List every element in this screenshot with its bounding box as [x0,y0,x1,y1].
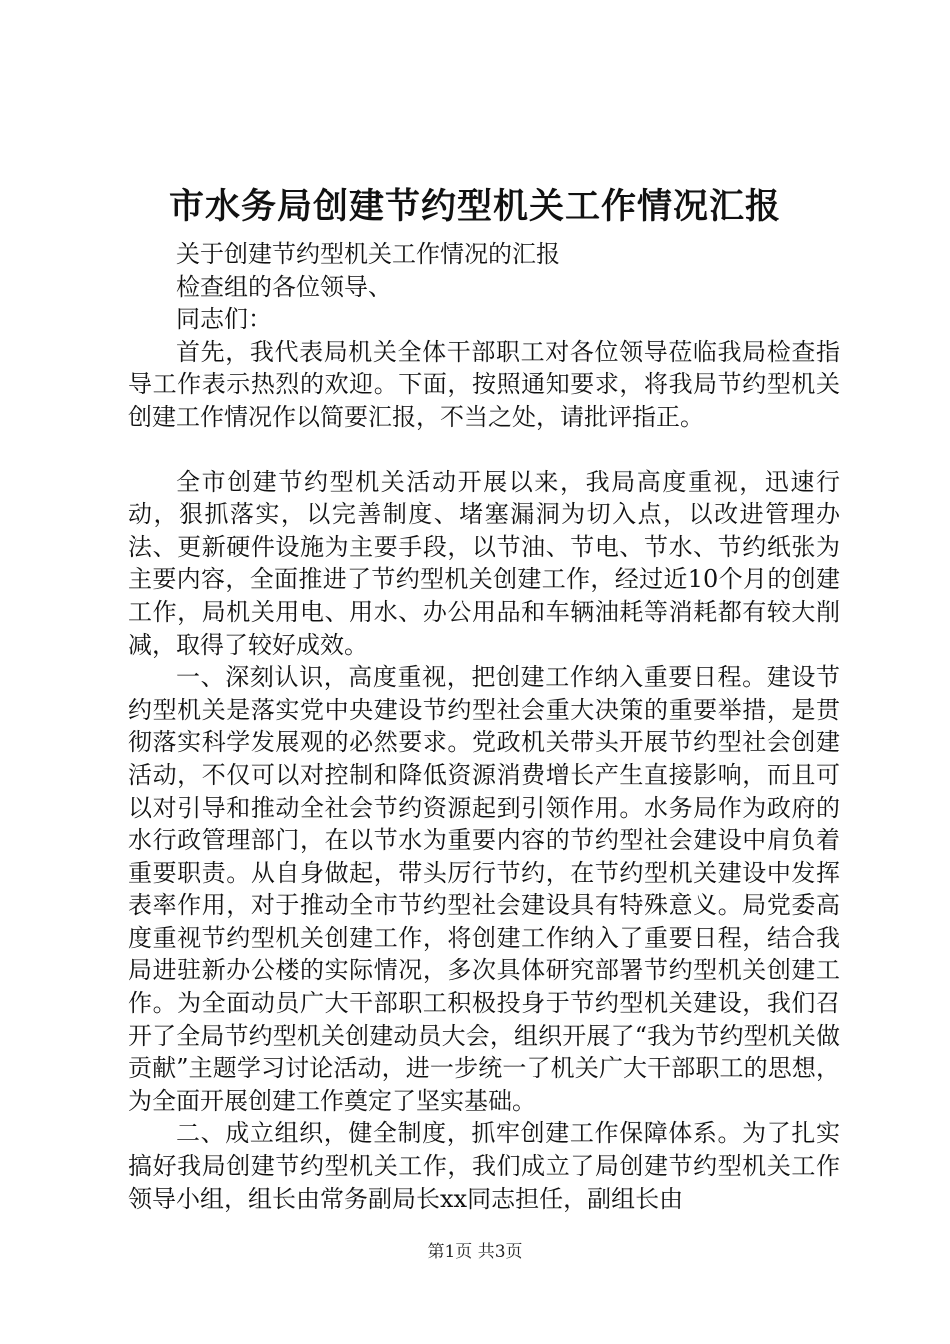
paragraph-intro: 首先，我代表局机关全体干部职工对各位领导莅临我局检查指导工作表示热烈的欢迎。下面，按照通知要求，将我局节约型机关创建工作情况作以简要汇报，不当之处，请批评指正。 [128,337,840,431]
paragraph-salutation-1: 检查组的各位领导、 [176,272,392,301]
page-number-footer: 第1页 共3页 [427,1242,523,1262]
document-title: 市水务局创建节约型机关工作情况汇报 [168,186,781,227]
paragraph-subtitle: 关于创建节约型机关工作情况的汇报 [176,240,560,268]
paragraph-section-1: 一、深刻认识，高度重视，把创建工作纳入重要日程。建设节约型机关是落实党中央建设节约型社会重大决策的重要举措，是贯彻落实科学发展观的必然要求。党政机关带头开展节约型社会创建活动，不仅可以对控制和降低资源消费增长产生直接影响，而且可以对引导和推动全社会节约资源起到引领作用。水务局作为政府的水行政管理部门，在以节水为重要内容的节约型社会建设中肩负着重要职责。从自身做起，带头厉行节约，在节约型机关建设中发挥表率作用，对于推动全市节约型社会建设具有特殊意义。局党委高度重视节约型机关创建工作，将创建工作纳入了重要日程，结合我局进驻新办公楼的实际情况，多次具体研究部署节约型机关创建工作。为全面动员广大干部职工积极投身于节约型机关建设，我们召开了全局节约型机关创建动员大会，组织开展了“我为节约型机关做贡献”主题学习讨论活动，进一步统一了机关广大干部职工的思想，为全面开展创建工作奠定了坚实基础。 [128,663,840,1115]
paragraph-overview: 全市创建节约型机关活动开展以来，我局高度重视，迅速行动，狠抓落实，以完善制度、堵塞漏洞为切入点，以改进管理办法、更新硬件设施为主要手段，以节油、节电、节水、节约纸张为主要内容，全面推进了节约型机关创建工作，经过近10个月的创建工作，局机关用电、用水、办公用品和车辆油耗等消耗都有较大削减，取得了较好成效。 [128,467,840,659]
paragraph-section-2: 二、成立组织，健全制度，抓牢创建工作保障体系。为了扎实搞好我局创建节约型机关工作，我们成立了局创建节约型机关工作领导小组，组长由常务副局长xx同志担任，副组长由 [128,1119,840,1213]
document-body [128,238,840,1215]
paragraph-salutation-2: 同志们： [176,305,272,334]
